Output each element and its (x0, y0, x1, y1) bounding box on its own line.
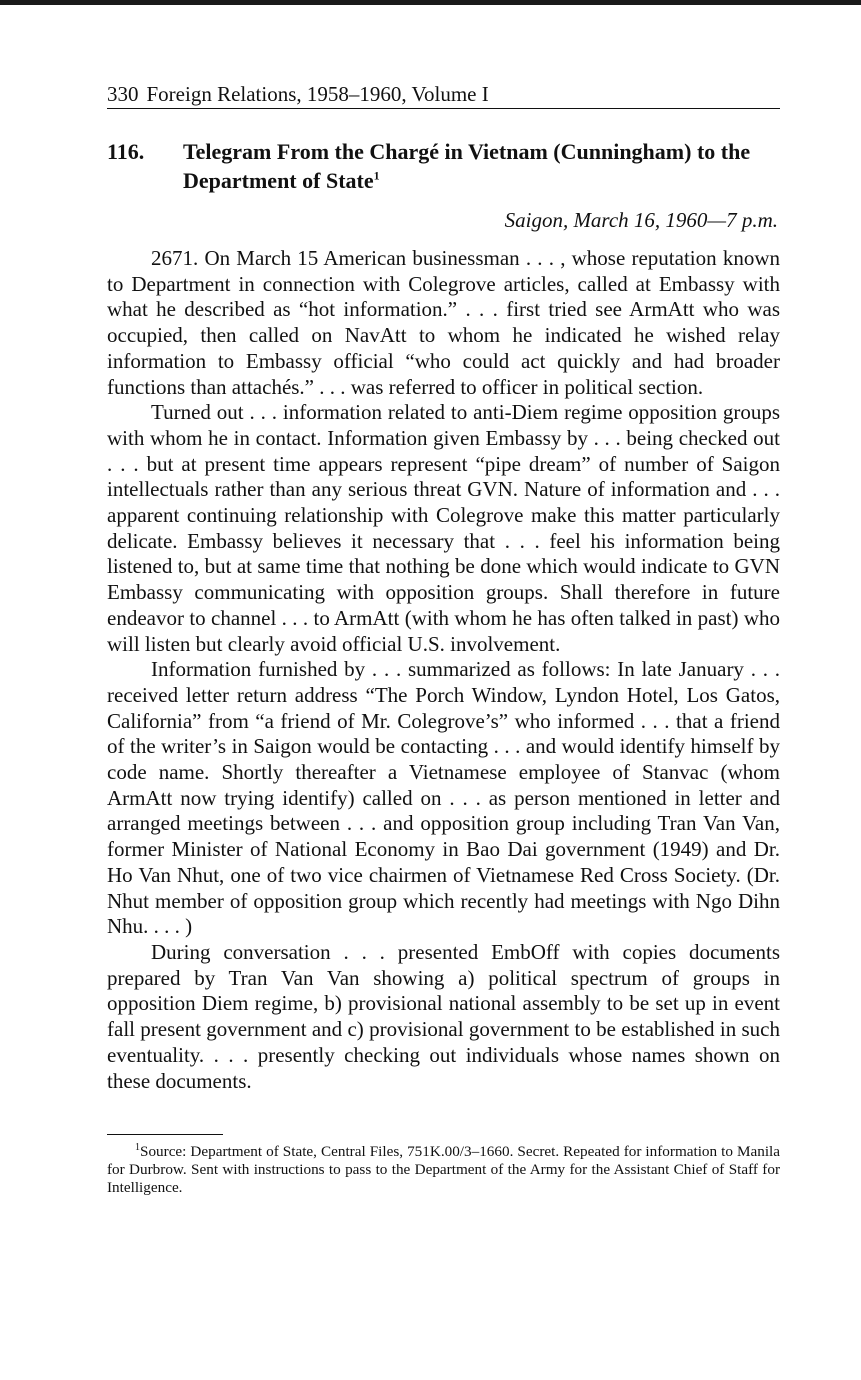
footnote-divider (107, 1134, 223, 1135)
page-number: 330 (107, 82, 139, 106)
paragraph-3: Information furnished by . . . summarized as follows: In late January . . . received letter return address “The Porch Window, Lyndon Hotel, Los Gatos, California” from “a friend of Mr. Colegrove’s” who informed . . . that a friend of the writer’s in Saigon would be contacting . . . and would identify himself by code name. Shortly thereafter a Vietnamese employee of Stanvac (whom ArmAtt now trying identify) called on . . . as person mentioned in letter and arranged meetings between . . . and opposition group including Tran Van Van, former Minister of National Economy in Bao Dai government (1949) and Dr. Ho Van Nhut, one of two vice chairmen of Vietnamese Red Cross Society. (Dr. Nhut member of opposition group which recently had meetings with Ngo Dihn Nhu. . . . ) (107, 657, 780, 939)
paragraph-4: During conversation . . . presented EmbOff with copies documents prepared by Tran Van Van showing a) political spectrum of groups in opposition Diem regime, b) provisional national assembly to be set up in event fall present government and c) provisional government to be established in such eventuality. . . . presently checking out individuals whose names shown on these documents. (107, 939, 780, 1093)
document-title (183, 137, 780, 195)
footnote (107, 1143, 780, 1197)
title-footnote-marker[interactable]: 1 (373, 168, 380, 183)
telegram-body (107, 246, 780, 1094)
footnote-marker: 1 (135, 1142, 140, 1154)
document-title-block (107, 137, 780, 195)
running-head (107, 82, 780, 109)
dateline: Saigon, March 16, 1960—7 p.m. (504, 208, 778, 232)
paragraph-2: Turned out . . . information related to anti-Diem regime opposition groups with whom he in contact. Information given Embassy by . . . being checked out . . . but at present time appears represent “pipe dream” of number of Saigon intellectuals rather than any serious threat GVN. Nature of information and . . . apparent continuing relationship with Colegrove make this matter particularly delicate. Embassy believes it necessary that . . . feel his information being listened to, but at same time that nothing be done which would indicate to GVN Embassy communicating with opposition groups. Shall therefore in future endeavor to channel . . . to ArmAtt (with whom he has often talked in past) who will listen but clearly avoid official U.S. involvement. (107, 400, 780, 656)
footnote-text: Source: Department of State, Central Files, 751K.00/3–1660. Secret. Repeated for information to Manila for Durbrow. Sent with instructions to pass to the Department of the Army for the Assistant Chief of Staff for Intelligence. (107, 1143, 780, 1197)
document-page (107, 82, 780, 1197)
series-title: Foreign Relations, 1958–1960, Volume I (146, 82, 489, 106)
document-title-text: Telegram From the Chargé in Vietnam (Cunningham) to the Department of State (183, 139, 751, 193)
page-top-border (0, 0, 861, 5)
paragraph-1: 2671. On March 15 American businessman . . . , whose reputation known to Department in connection with Colegrove articles, called at Embassy with what he described as “hot information.” . . . first tried see ArmAtt who was occupied, then called on NavAtt to whom he indicated he wished relay information to Embassy official “who could act quickly and had broader functions than attachés.” . . . was referred to officer in political section. (107, 246, 780, 399)
document-number: 116. (107, 139, 145, 164)
